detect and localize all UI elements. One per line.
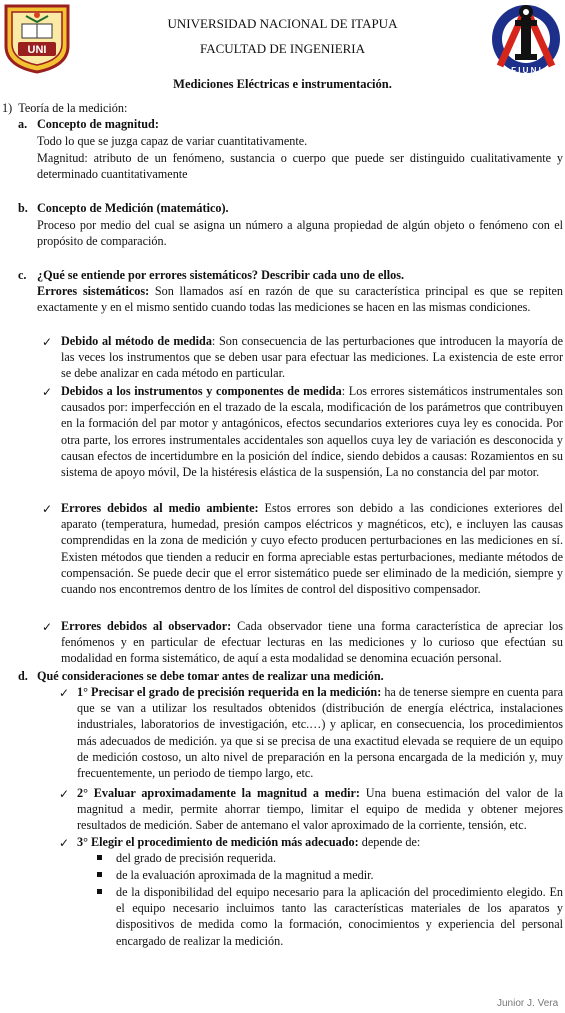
university-name: UNIVERSIDAD NACIONAL DE ITAPUA (167, 16, 398, 31)
heading-magnitud: Concepto de magnitud: (37, 117, 159, 131)
subitem-evaluacion: de la evaluación aproximada de la magnitud a medir. (116, 868, 374, 882)
item-marker-b: b. (18, 201, 28, 215)
heading-consideraciones: Qué consideraciones se debe tomar antes de realizar una medición. (37, 669, 384, 683)
svg-text:F I U N I: F I U N I (511, 66, 541, 75)
uni-logo (2, 2, 72, 74)
subitem-precision: del grado de precisión requerida. (116, 851, 277, 865)
check-icon: ✓ (42, 620, 53, 634)
heading-errores: ¿Qué se entiende por errores sistemáticos? Describir cada uno de ellos. (37, 268, 405, 282)
heading-medicion: Concepto de Medición (matemático). (37, 201, 229, 215)
footer-author: Junior J. Vera (497, 998, 559, 1009)
check-icon: ✓ (59, 686, 70, 700)
error-item-observador: Errores debidos al observador: Cada observador tiene una forma característica de apreciar los fenómenos y en particular de efectuar lecturas en las mediciones y lo curioso que efectúan su modalidad en forma sistemático, de aquí a esta modalidad se denomina ecuación personal. (61, 619, 563, 666)
item-marker-a: a. (18, 117, 28, 131)
magnitud-definition: Magnitud: atributo de un fenómeno, sustancia o cuerpo que puede ser distinguido cualitativamente y determinado cuantitativamente (37, 151, 563, 182)
check-icon: ✓ (59, 836, 70, 850)
subject-title: Mediciones Eléctricas e instrumentación. (173, 77, 392, 91)
subitem-disponibilidad: de la disponibilidad del equipo necesario para la aplicación del procedimiento elegido. En el equipo necesario incluimos tanto las características materiales de los aparatos y dispositivos de medida como la formación, conocimientos y experiencia del personal encargado de realizar la medición. (116, 885, 563, 948)
error-item-instrumentos: Debidos a los instrumentos y componentes de medida: Los errores sistemáticos instrumentales son causados por: imperfección en el trazado de la escala, modificación de los parámetros que contribuyen en la formación del par motor y antagónicos, efectos secundarios exteriores cuya ley es conocida. Por otra parte, los errores instrumentales accidentales son aquellos cuya ley de variación es desconocida y causan efectos de incertidumbre en la posición del índice, siendo debidos a causas: Rozamientos en su sistema de apoyo móvil, De la histéresis elástica de la suspensión, La no constancia del par motor. (61, 384, 563, 480)
consideracion-item-1: 1° Precisar el grado de precisión requerida en la medición: ha de tenerse siempre en cuenta para que se van a utilizar los resultados obtenidos (distribución de energía eléctrica, instalaciones industriales, laboratorios de investigación, etc.…) y aplicar, en consecuencia, los procedimientos más adecuados de medición. ya que si se precisa de una exactitud elevada se requiere de un equipo de medición costoso, un alto nivel de preparación en la persona encargada de la medición y, muy frecuentemente, un periodo de tiempo largo, etc. (77, 685, 563, 781)
item-marker-c: c. (18, 268, 27, 282)
svg-text:UNI: UNI (27, 44, 47, 56)
square-bullet-icon (97, 855, 102, 860)
square-bullet-icon (97, 872, 102, 877)
check-icon: ✓ (42, 385, 53, 399)
consideracion-item-2: 2° Evaluar aproximadamente la magnitud a medir: Una buena estimación del valor de la magnitud a medir, permite ahorrar tiempo, limitar el equipo de medida y obtener mejores resultados de medición. Saber de antemano el valor aproximado de la corriente, tensión, etc. (77, 786, 563, 833)
errores-intro: Errores sistemáticos: Son llamados así en razón de que su característica principal es que se repiten exactamente y en el mismo sentido cuando todas las mediciones se hacen en las mismas condiciones. (37, 284, 564, 315)
medicion-definition: Proceso por medio del cual se asigna un número a alguna propiedad de algún objeto o fenómeno con el propósito de comparación. (37, 218, 563, 249)
check-icon: ✓ (59, 787, 70, 801)
faculty-name: FACULTAD DE INGENIERIA (199, 41, 366, 56)
fiuni-logo (488, 2, 564, 76)
check-icon: ✓ (42, 335, 53, 349)
consideracion-item-3: 3° Elegir el procedimiento de medición más adecuado: depende de: (77, 835, 421, 849)
error-item-metodo: Debido al método de medida: Son consecuencia de las perturbaciones que introducen la mayoría de las veces los instrumentos que se deben usar para efectuar las mediciones. La existencia de este error se debe analizar en cada método en particular. (61, 334, 563, 381)
item-marker-d: d. (18, 669, 28, 683)
error-item-ambiente: Errores debidos al medio ambiente: Estos errores son debido a las condiciones exteriores del aparato (temperatura, humedad, presión campos eléctricos y magnéticos, etc), e incluyen las causas comprendidas en la zona de medición y cuyo efecto producen perturbaciones en las mediciones en sí. Existen métodos que tienden a reducir en forma apreciable estas perturbaciones, mediante métodos de compensación. Se puede decir que el error sistemático puede ser eliminado de la medición, siempre y cuando nos encontremos dentro de los límites de control del dispositivo compensador. (61, 501, 563, 597)
magnitud-line1: Todo lo que se juzga capaz de variar cuantitativamente. (37, 134, 308, 148)
check-icon: ✓ (42, 502, 53, 516)
square-bullet-icon (97, 889, 102, 894)
section-title: 1) Teoría de la medición: (2, 101, 128, 115)
